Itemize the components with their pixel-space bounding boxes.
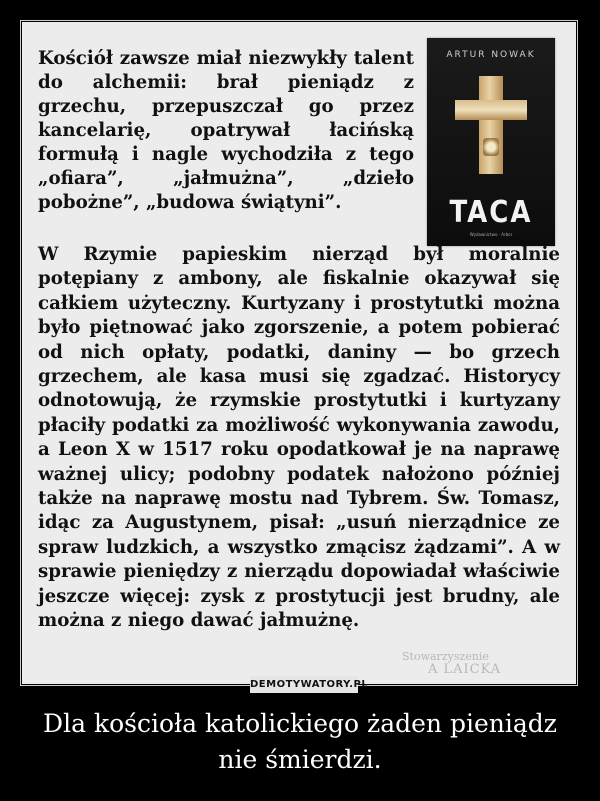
cross-icon-arm xyxy=(455,100,527,120)
demotivator-frame xyxy=(20,20,578,686)
book-cover xyxy=(427,38,555,246)
site-tag: DEMOTYWATORY.PL xyxy=(250,676,358,693)
book-publisher: Wydawnictwo · Arbor xyxy=(469,232,513,237)
lead-paragraph: Kościół zawsze miał niezwykły talent do alchemii: brał pieniądz z grzechu, przepuszczał go przez kancelarię, opatrywał łacińską formułą i nagle wychodziła z tego „ofiara”, „jałmużna”, „dzieło pobożne”, „budowa świątyni”. xyxy=(38,48,414,213)
watermark xyxy=(402,650,522,676)
body-paragraph: W Rzymie papieskim nierząd był moralnie potępiany z ambony, ale fiskalnie okazywał się całkiem użyteczny. Kurtyzany i prostytutki można było piętnować jako zgorszenie, a potem pobierać od nich opłaty, podatki, daniny — bo grzech grzechem, ale kasa musi się zgadzać. Historycy odnotowują, że rzymskie prostytutki i kurtyzany płaciły podatki za możliwość wykonywania zawodu, a Leon X w 1517 roku opodatkował je na naprawę ważnej ulicy; podobny podatek nałożono później także na naprawę mostu nad Tybrem. Św. Tomasz, idąc za Augustynem, pisał: „usuń nierządnice ze spraw ludzkich, a wszystko zmącisz żądzami”. A w sprawie pieniędzy z nierządu dopowiadał właściwie jeszcze więcej: zysk z prostytucji jest brudny, ale można z niego dawać jałmużnę. xyxy=(38,244,560,632)
watermark-line2: A LAICKA xyxy=(428,662,502,677)
image-panel xyxy=(22,22,576,684)
watermark-line1: Stowarzyszenie xyxy=(402,650,489,663)
book-author: ARTUR NOWAK xyxy=(446,50,536,60)
book-title: TACA xyxy=(449,195,533,231)
caption: Dla kościoła katolickiego żaden pieniądz nie śmierdzi. xyxy=(43,709,557,774)
cross-icon xyxy=(479,76,503,174)
cross-detail-icon xyxy=(483,138,499,156)
